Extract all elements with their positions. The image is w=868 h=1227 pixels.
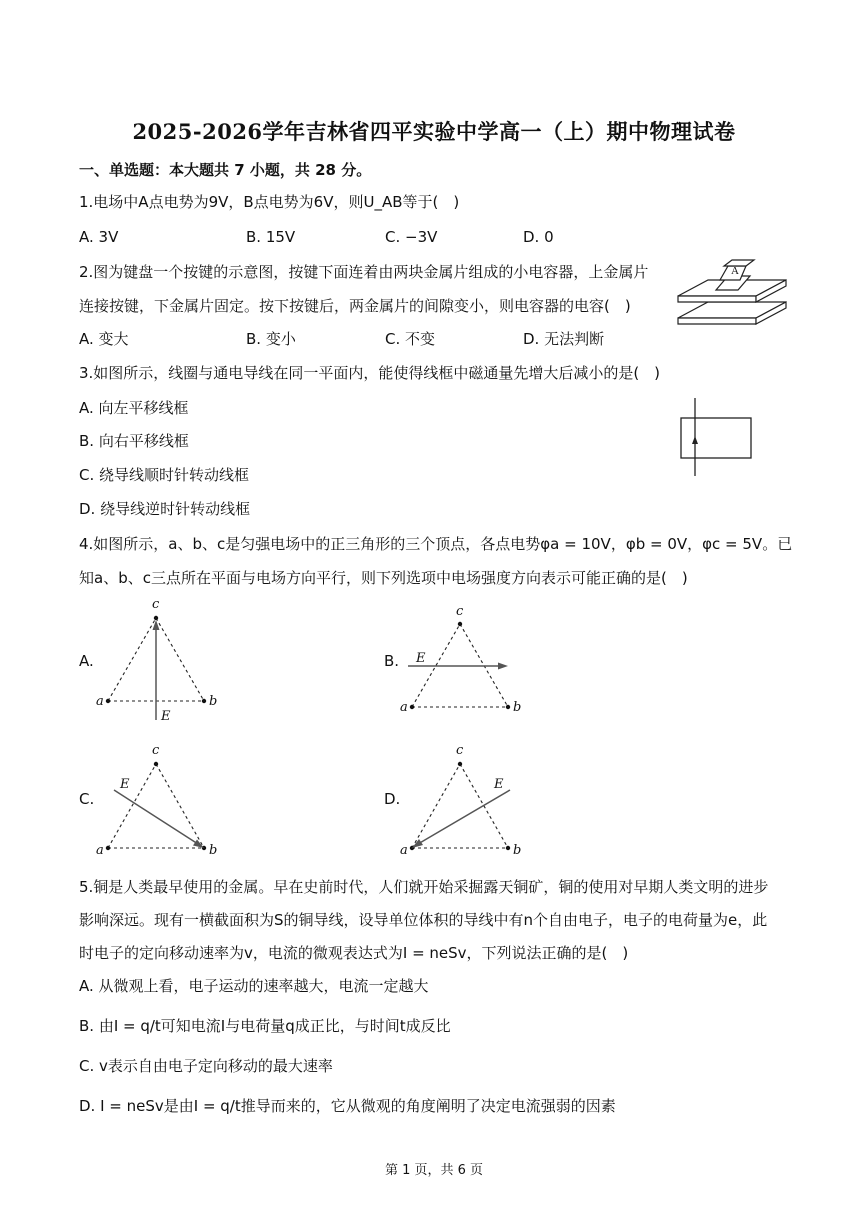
svg-text:c: c bbox=[456, 743, 464, 758]
svg-text:c: c bbox=[152, 743, 160, 758]
q1-option-d: D. 0 bbox=[523, 228, 554, 246]
key-label: A bbox=[731, 265, 739, 277]
svg-text:c: c bbox=[456, 604, 464, 619]
svg-text:E: E bbox=[120, 777, 130, 792]
q4-stem-line2: 知a、b、c三点所在平面与电场方向平行，则下列选项中电场强度方向表示可能正确的是( ) bbox=[79, 569, 688, 587]
q1-option-a: A. 3V bbox=[79, 228, 119, 246]
q3-option-c: C. 绕导线顺时针转动线框 bbox=[79, 466, 250, 484]
svg-text:E: E bbox=[416, 651, 426, 666]
q1-stem: 1.电场中A点电势为9V，B点电势为6V，则U_AB等于( ) bbox=[79, 193, 460, 211]
q2-stem-line1: 2.图为键盘一个按键的示意图，按键下面连着由两块金属片组成的小电容器，上金属片 bbox=[79, 263, 649, 281]
q2-option-a: A. 变大 bbox=[79, 330, 129, 348]
q5-option-c: C. v表示自由电子定向移动的最大速率 bbox=[79, 1057, 333, 1075]
triangle-diagram-a bbox=[94, 596, 224, 726]
triangle-diagram-c bbox=[94, 736, 224, 861]
q5-option-b: B. 由I = q/t可知电流I与电荷量q成正比，与时间t成反比 bbox=[79, 1017, 451, 1035]
q4-option-a-label: A. bbox=[79, 652, 94, 670]
svg-text:b: b bbox=[513, 700, 522, 715]
section-heading: 一、单选题：本大题共 7 小题，共 28 分。 bbox=[79, 161, 372, 179]
page-footer: 第 1 页，共 6 页 bbox=[384, 1163, 484, 1178]
svg-text:b: b bbox=[513, 843, 522, 858]
q2-option-b: B. 变小 bbox=[246, 330, 296, 348]
q5-stem-line3: 时电子的定向移动速率为v，电流的微观表达式为I = neSv，下列说法正确的是( ) bbox=[79, 944, 629, 962]
svg-text:E: E bbox=[161, 709, 171, 724]
q3-option-b: B. 向右平移线框 bbox=[79, 432, 189, 450]
q5-option-a: A. 从微观上看，电子运动的速率越大，电流一定越大 bbox=[79, 977, 429, 995]
q3-option-d: D. 绕导线逆时针转动线框 bbox=[79, 500, 251, 518]
exam-title: 2025-2026学年吉林省四平实验中学高一（上）期中物理试卷 bbox=[132, 119, 736, 144]
q5-stem-line1: 5.铜是人类最早使用的金属。早在史前时代，人们就开始采掘露天铜矿，铜的使用对早期人类文明的进步 bbox=[79, 878, 769, 896]
svg-text:a: a bbox=[400, 843, 408, 858]
triangle-diagram-b bbox=[398, 600, 528, 725]
svg-text:a: a bbox=[96, 843, 104, 858]
keyboard-key-figure bbox=[676, 258, 788, 336]
svg-text:b: b bbox=[209, 843, 218, 858]
q4-option-b-label: B. bbox=[384, 652, 400, 670]
triangle-diagram-d bbox=[398, 736, 528, 861]
wire-loop-figure bbox=[676, 396, 756, 478]
q2-option-c: C. 不变 bbox=[385, 330, 436, 348]
svg-text:E: E bbox=[494, 777, 504, 792]
q3-stem: 3.如图所示，线圈与通电导线在同一平面内，能使得线框中磁通量先增大后减小的是( ) bbox=[79, 364, 661, 382]
svg-text:a: a bbox=[400, 700, 408, 715]
q5-stem-line2: 影响深远。现有一横截面积为S的铜导线，设导单位体积的导线中有n个自由电子，电子的电荷量为e，此 bbox=[79, 911, 768, 929]
q1-option-c: C. −3V bbox=[385, 228, 438, 246]
q5-option-d: D. I = neSv是由I = q/t推导而来的，它从微观的角度阐明了决定电流强弱的因素 bbox=[79, 1097, 616, 1115]
q3-option-a: A. 向左平移线框 bbox=[79, 399, 189, 417]
q1-option-b: B. 15V bbox=[246, 228, 296, 246]
svg-text:c: c bbox=[152, 597, 160, 612]
q2-option-d: D. 无法判断 bbox=[523, 330, 605, 348]
svg-text:b: b bbox=[209, 694, 218, 709]
svg-text:a: a bbox=[96, 694, 104, 709]
q4-stem-line1: 4.如图所示，a、b、c是匀强电场中的正三角形的三个顶点，各点电势φa = 10V，φb = 0V，φc = 5V。已 bbox=[79, 535, 793, 553]
q4-option-d-label: D. bbox=[384, 790, 401, 808]
q2-stem-line2: 连接按键，下金属片固定。按下按键后，两金属片的间隙变小，则电容器的电容( ) bbox=[79, 297, 631, 315]
q4-option-c-label: C. bbox=[79, 790, 95, 808]
